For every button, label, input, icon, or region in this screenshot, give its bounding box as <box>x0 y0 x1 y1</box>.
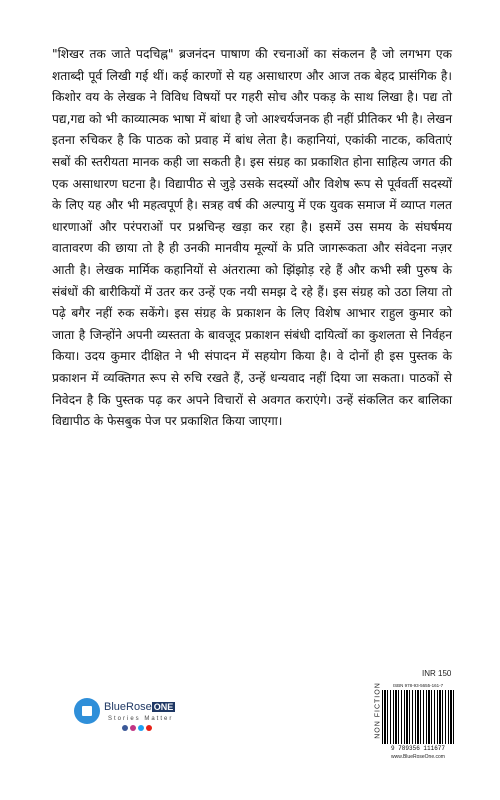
barcode <box>382 690 454 744</box>
bluerose-logo-icon <box>74 698 100 724</box>
social-icons <box>122 725 152 731</box>
publisher-name <box>104 701 175 713</box>
publisher-name-main: BlueRose <box>104 701 152 713</box>
isbn-number: ISBN 978-93-5655-161-7 <box>392 683 444 688</box>
category-label: NON FICTION <box>374 682 382 739</box>
publisher-website: www.BlueRoseOne.com <box>391 754 445 760</box>
youtube-icon <box>146 725 152 731</box>
book-icon <box>82 706 92 716</box>
instagram-icon <box>130 725 136 731</box>
publisher-name-badge: ONE <box>153 702 174 712</box>
back-cover-blurb: "शिखर तक जाते पदचिह्न" ब्रजनंदन पाषाण की रचनाओं का संकलन है जो लगभग एक शताब्दी पूर्व लिखी गई थीं। कई कारणों से यह असाधारण और आज तक बेहद प्रासंगिक है। किशोर वय के लेखक ने विविध विषयों पर गहरी सोच और पकड़ के साथ लिखा है। पद्य तो पद्य,गद्य को भी काव्यात्मक भाषा में बांधा है जो आश्चर्यजनक ही नहीं प्रीतिकर भी है। लेखन इतना रुचिकर है कि पाठक को प्रवाह में बांध लेता है। कहानियां, एकांकी नाटक, कविताएं सबों की स्तरीयता मानक कही जा सकती है। इस संग्रह का प्रकाशित होना साहित्य जगत की एक असाधारण घटना है। विद्यापीठ से जुड़े उसके सदस्यों और विशेष रूप से पूर्ववर्ती सदस्यों के लिए यह और भी महत्वपूर्ण है। सत्रह वर्ष की अल्पायु में एक युवक समाज में व्याप्त गलत धारणाओं और परंपराओं पर प्रश्नचिन्ह खड़ा कर रहा है। इसमें उस समय के संघर्षमय वातावरण की छाया तो है ही उनकी मानवीय मूल्यों के प्रति जागरूकता और संवेदना नज़र आती है। लेखक मार्मिक कहानियों से अंतरात्मा को झिंझोड़ रहे हैं और कभी स्त्री पुरुष के संबंधों की बारीकियों में उतर कर उन्हें एक नयी समझ दे रहे हैं। इस संग्रह को उठा लिया तो पढ़े बगैर नहीं रुक सकेंगे। इस संग्रह के प्रकाशन के लिए विशेष आभार राहुल कुमार को जाता है जिन्होंने अपनी व्यस्तता के बावजूद प्रकाशन संबंधी दायित्वों का कुशलता से निर्वहन किया। उदय कुमार दीक्षित ने भी संपादन में सहयोग किया है। वे दोनों ही इस पुस्तक के प्रकाशन में व्यक्तिगत रूप से रुचि रखते हैं, उन्हें धन्यवाद नहीं दिया जा सकता। पाठकों से निवेदन है कि पुस्तक पढ़ कर अपने विचारों से अवगत कराएंगे। उन्हें संकलित कर बालिका विद्यापीठ के फेसबुक पेज पर प्रकाशित किया जाएगा। <box>52 47 452 429</box>
publisher-tagline: Stories Matter <box>108 716 174 722</box>
price-label: INR 150 <box>422 669 452 678</box>
isbn-barcode-block <box>382 683 454 775</box>
facebook-icon <box>122 725 128 731</box>
twitter-icon <box>138 725 144 731</box>
barcode-digits: 9 789356 111677 <box>390 745 445 752</box>
